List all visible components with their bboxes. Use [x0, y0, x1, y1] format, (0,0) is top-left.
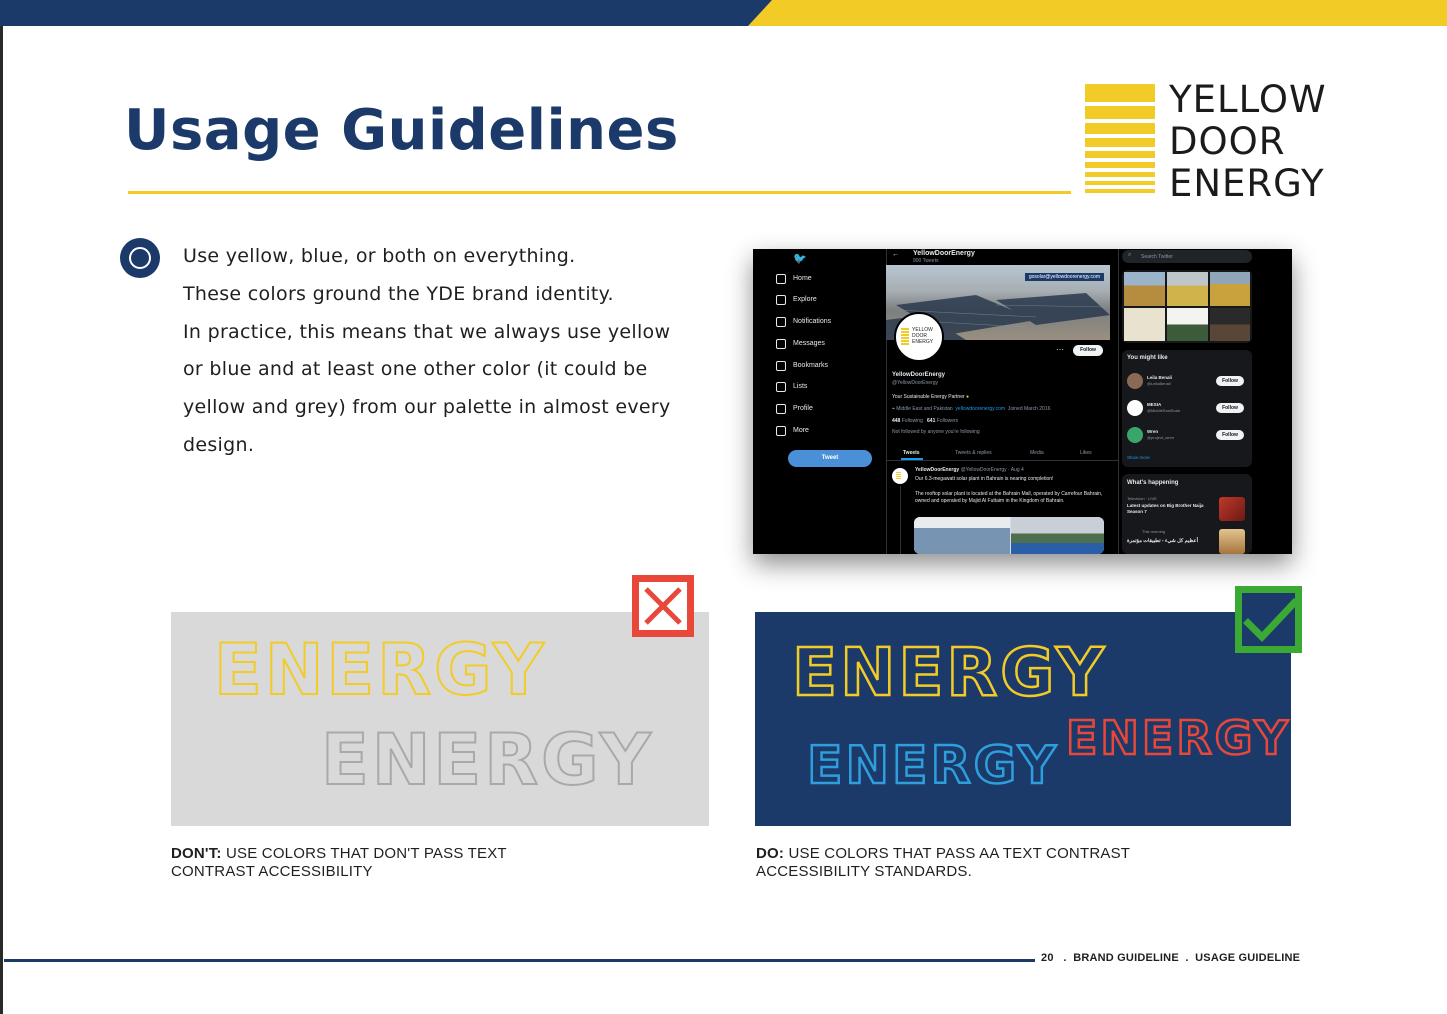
not-followed-note: Not followed by anyone you're following [892, 429, 980, 435]
search-icon: ⌕ [1128, 252, 1132, 258]
suggestion-handle: @MiddleEastSolar [1147, 408, 1181, 413]
profile-avatar [894, 312, 944, 362]
twitter-nav-item-notifications: Notifications [793, 318, 831, 325]
tweet-button: Tweet [788, 450, 872, 467]
suggestion-follow-button: Follow [1216, 376, 1244, 386]
logo-text-line: ENERGY [1169, 162, 1325, 205]
trend-thumbnail [1219, 529, 1245, 554]
guideline-text-line: These colors ground the YDE brand identity. [183, 283, 614, 305]
dont-example-word-yellow: ENERGY [214, 629, 547, 711]
trend-thumbnail [1219, 497, 1245, 521]
suggestion-handle: @project_wren [1147, 435, 1174, 440]
green-check-icon [1235, 586, 1302, 653]
profile-bio: Your Sustainable Energy Partner ● [892, 394, 970, 400]
suggestion-avatar [1127, 373, 1143, 389]
trend-meta: Television · LIVE [1127, 496, 1157, 501]
twitter-nav-item-bookmarks: Bookmarks [793, 362, 828, 369]
suggestion-avatar [1127, 427, 1143, 443]
top-color-band [0, 0, 1447, 26]
page-number: 20 [1041, 952, 1054, 964]
tweet-count: 900 Tweets [913, 258, 939, 264]
guideline-text-line: yellow and grey) from our palette in almost every [183, 396, 671, 418]
suggestion-name: MESIA [1147, 402, 1162, 407]
banner-email: gosolar@yellowdoorenergy.com [1025, 273, 1104, 281]
twitter-nav-item-lists: Lists [793, 383, 807, 390]
twitter-profile-screenshot [753, 249, 1292, 554]
search-placeholder: Search Twitter [1141, 254, 1173, 260]
profile-header-name: YellowDoorEnergy [913, 250, 975, 257]
trend-title: أعظيم كل شيء - تطبيقات مؤتمرة [1127, 538, 1198, 544]
tweet-header: YellowDoorEnergy @YellowDoorEnergy · Aug 4 [915, 467, 1024, 473]
footer: 20 . BRAND GUIDELINE . USAGE GUIDELINE [1041, 952, 1301, 964]
tab-likes: Likes [1080, 450, 1092, 456]
twitter-nav-item-messages: Messages [793, 340, 825, 347]
twitter-nav-item-home: Home [793, 275, 812, 282]
tab-tweets-replies: Tweets & replies [955, 450, 992, 456]
twitter-nav-item-more: More [793, 427, 809, 434]
tab-media: Media [1030, 450, 1044, 456]
do-caption: DO: USE COLORS THAT PASS AA TEXT CONTRAST ACCESSIBILITY STANDARDS. [756, 845, 1130, 880]
page-title: Usage Guidelines [124, 98, 679, 163]
thread-line [900, 486, 901, 554]
twitter-nav-item-explore: Explore [793, 296, 817, 303]
dont-caption: DON'T: USE COLORS THAT DON'T PASS TEXT CONTRAST ACCESSIBILITY [171, 845, 507, 880]
follow-button: Follow [1073, 345, 1103, 356]
footer-rule [4, 959, 1035, 962]
red-x-icon [632, 575, 694, 637]
trend-title: Latest updates on Big Brother Naija Season 7 [1127, 503, 1204, 514]
tweet-avatar [892, 468, 908, 484]
search-input [1122, 250, 1252, 263]
trend-meta: This morning [1142, 529, 1166, 534]
tabs-divider [887, 460, 1118, 461]
circle-bullet-icon [120, 238, 160, 278]
avatar-text: YELLOW [912, 327, 933, 333]
left-margin-rule [0, 0, 3, 1014]
suggestion-name: Leila Benali [1147, 375, 1173, 380]
dont-example-word-grey: ENERGY [321, 719, 654, 801]
guideline-text-line: or blue and at least one other color (it could be [183, 358, 648, 380]
whats-happening-panel [1122, 474, 1252, 554]
avatar-text: ENERGY [912, 339, 934, 345]
suggestion-handle: @LeilaBenali [1147, 381, 1171, 386]
media-grid [1122, 270, 1252, 343]
twitter-nav-item-profile: Profile [793, 405, 813, 412]
logo-text-line: DOOR [1169, 120, 1286, 163]
logo-text-line: YELLOW [1169, 78, 1327, 121]
yellow-stripes-mark-icon [1085, 84, 1155, 198]
guideline-text-line: Use yellow, blue, or both on everything. [183, 245, 576, 267]
follow-counts: 448 Following 641 Followers [892, 418, 959, 424]
tweet-text: The rooftop solar plant is located at the Bahrain Mall, operated by Carrefour Bahrain, owned and operated by Majid Al Futtaim in the Kingdom of Bahrain. [915, 491, 1103, 504]
active-tab-indicator [901, 458, 923, 460]
avatar-text: DOOR [912, 333, 927, 339]
dont-example-panel [171, 612, 709, 826]
tab-tweets: Tweets [903, 450, 920, 456]
show-more-link: Show more [1127, 455, 1150, 460]
twitter-bird-icon: 🐦 [793, 253, 807, 265]
title-underline [128, 191, 1071, 194]
guideline-text-line: In practice, this means that we always use yellow [183, 321, 671, 343]
tweet-media [914, 517, 1104, 554]
more-icon: ⋯ [1056, 345, 1064, 354]
do-example-word-red: ENERGY [1066, 711, 1291, 765]
tweet-text: Our 6.3-megawatt solar plant in Bahrain is nearing completion! [915, 476, 1054, 482]
suggestion-follow-button: Follow [1216, 430, 1244, 440]
footer-section: BRAND GUIDELINE [1073, 952, 1179, 964]
panel-title: What's happening [1127, 480, 1179, 486]
profile-meta: ⌖ Middle East and Pakistan yellowdoorenergy.com Joined March 2016 [892, 406, 1051, 412]
do-example-word-yellow: ENERGY [792, 634, 1107, 711]
panel-title: You might like [1127, 355, 1168, 361]
footer-subsection: USAGE GUIDELINE [1195, 952, 1301, 964]
column-divider [1118, 249, 1119, 554]
do-example-panel [755, 612, 1291, 826]
suggestion-avatar [1127, 400, 1143, 416]
do-example-word-blue: ENERGY [807, 736, 1059, 796]
back-arrow-icon: ← [892, 251, 899, 258]
guideline-text-line: design. [183, 434, 255, 456]
suggestion-follow-button: Follow [1216, 403, 1244, 413]
profile-name: YellowDoorEnergy [892, 372, 946, 378]
profile-handle: @YellowDoorEnergy [892, 380, 939, 386]
suggestion-name: Wren [1147, 429, 1159, 434]
you-might-like-panel [1122, 350, 1252, 467]
